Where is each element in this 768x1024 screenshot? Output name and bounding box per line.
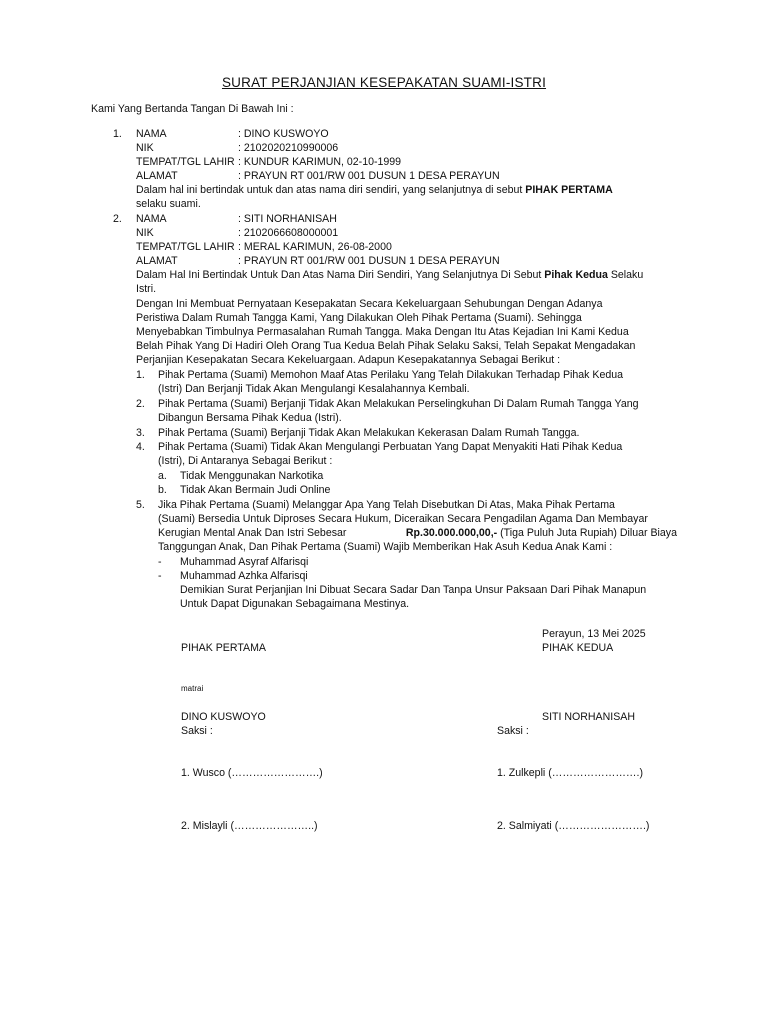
agreement-line: Pihak Pertama (Suami) Memohon Maaf Atas Perilaku Yang Telah Dilakukan Terhadap Pihak Kedua (158, 369, 624, 381)
party2-label-nama: NAMA (136, 213, 167, 225)
party2-statement-end: Istri. (136, 283, 157, 295)
agreement5-line: (Suami) Bersedia Untuk Diproses Secara Hukum, Diceraikan Secara Pengadilan Agama Dan Membayar (158, 513, 648, 525)
child-bullet: - (158, 556, 162, 568)
agreement5-penalty-amount-wrap (406, 526, 677, 540)
body-paragraph-line: Menyebabkan Timbulnya Permasalahan Rumah Tangga. Maka Dengan Itu Atas Kejadian Ini Kami Kedua (136, 326, 629, 338)
body-paragraph-line: Belah Pihak Yang Di Hadiri Oleh Orang Tua Kedua Belah Pihak Selaku Saksi, Telah Sepakat Mengadakan (136, 340, 636, 352)
agreement5-line-penalty (158, 526, 677, 540)
stamp-duty-note: matrai (181, 684, 204, 693)
penalty-amount: Rp.30.000.000,00,- (405, 527, 498, 539)
party1-label-ttl: TEMPAT/TGL LAHIR (136, 156, 235, 168)
second-party-witness-label: Saksi : (497, 725, 529, 737)
witness-right-2: 2. Salmiyati (…………………….) (497, 820, 650, 832)
party1-value-nik: : 2102020210990006 (238, 142, 339, 154)
party2-role-bold: Pihak Kedua (544, 269, 608, 281)
child-name: Muhammad Asyraf Alfarisqi (180, 556, 309, 568)
party1-statement (136, 183, 613, 197)
party1-number: 1. (113, 128, 122, 140)
closing-line: Untuk Dapat Digunakan Sebagaimana Mestinya. (180, 598, 410, 610)
sub-item-letter: b. (158, 484, 167, 496)
sub-item-text: Tidak Akan Bermain Judi Online (180, 484, 331, 496)
agreement-line: Pihak Pertama (Suami) Tidak Akan Mengulangi Perbuatan Yang Dapat Menyakiti Hati Pihak Kedua (158, 441, 623, 453)
agreement-line: (Istri) Dan Berjanji Tidak Akan Mengulangi Kesalahannya Kembali. (158, 383, 470, 395)
party1-statement-end: selaku suami. (136, 198, 201, 210)
party2-value-ttl: : MERAL KARIMUN, 26-08-2000 (238, 241, 392, 253)
party2-label-alamat: ALAMAT (136, 255, 178, 267)
agreement-number: 5. (136, 499, 145, 511)
closing-line: Demikian Surat Perjanjian Ini Dibuat Secara Sadar Dan Tanpa Unsur Paksaan Dari Pihak Manapun (180, 584, 647, 596)
witness-left-2: 2. Mislayli (…………………..) (181, 820, 318, 832)
first-party-role: PIHAK PERTAMA (181, 642, 266, 654)
party1-statement-text: Dalam hal ini bertindak untuk dan atas nama diri sendiri, yang selanjutnya di sebut (136, 184, 523, 196)
child-bullet: - (158, 570, 162, 582)
party1-label-alamat: ALAMAT (136, 170, 178, 182)
witness-left-1: 1. Wusco (…………………….) (181, 767, 323, 779)
party1-value-alamat: : PRAYUN RT 001/RW 001 DUSUN 1 DESA PERAYUN (238, 170, 500, 182)
agreement5-line: Tanggungan Anak, Dan Pihak Pertama (Suami) Wajib Memberikan Hak Asuh Kedua Anak Kami : (158, 541, 613, 553)
agreement-number: 2. (136, 398, 145, 410)
second-party-role: PIHAK KEDUA (542, 642, 614, 654)
party2-value-nik: : 2102066608000001 (238, 227, 339, 239)
agreement5-line: Jika Pihak Pertama (Suami) Melanggar Apa Yang Telah Disebutkan Di Atas, Maka Pihak Pertama (158, 499, 615, 511)
sub-item-text: Tidak Menggunakan Narkotika (180, 470, 324, 482)
place-date: Perayun, 13 Mei 2025 (542, 628, 646, 640)
party1-value-nama: : DINO KUSWOYO (238, 128, 329, 140)
party2-label-nik: NIK (136, 227, 154, 239)
sub-item-letter: a. (158, 470, 167, 482)
party2-number: 2. (113, 213, 122, 225)
second-party-name: SITI NORHANISAH (542, 711, 636, 723)
agreement-line: Pihak Pertama (Suami) Berjanji Tidak Akan Melakukan Kekerasan Dalam Rumah Tangga. (158, 427, 580, 439)
party2-statement-selaku: Selaku (610, 269, 644, 281)
agreement-number: 3. (136, 427, 145, 439)
agreement5-penalty-text: Kerugian Mental Anak Dan Istri Sebesar (158, 527, 347, 539)
penalty-amount-words: (Tiga Puluh Juta Rupiah) Diluar Biaya (500, 527, 677, 539)
first-party-name: DINO KUSWOYO (181, 711, 266, 723)
agreement-number: 4. (136, 441, 145, 453)
party1-label-nik: NIK (136, 142, 154, 154)
body-paragraph-line: Peristiwa Dalam Rumah Tangga Kami, Yang Dilakukan Oleh Pihak Pertama (Suami). Sehingga (136, 312, 582, 324)
first-party-witness-label: Saksi : (181, 725, 213, 737)
body-paragraph-line: Perjanjian Kesepakatan Secara Kekeluargaan. Adapun Kesepakatannya Sebagai Berikut : (136, 354, 561, 366)
agreement-line: Dibangun Bersama Pihak Kedua (Istri). (158, 412, 342, 424)
child-name: Muhammad Azhka Alfarisqi (180, 570, 308, 582)
witness-right-1: 1. Zulkepli (…………………….) (497, 767, 643, 779)
party2-label-ttl: TEMPAT/TGL LAHIR (136, 241, 235, 253)
agreement-number: 1. (136, 369, 145, 381)
body-paragraph-line: Dengan Ini Membuat Pernyataan Kesepakatan Secara Kekeluargaan Sehubungan Dengan Adanya (136, 298, 603, 310)
intro-text: Kami Yang Bertanda Tangan Di Bawah Ini : (91, 103, 294, 115)
party1-label-nama: NAMA (136, 128, 167, 140)
agreement-line: Pihak Pertama (Suami) Berjanji Tidak Akan Melakukan Perselingkuhan Di Dalam Rumah Tangga Yang (158, 398, 639, 410)
party2-value-nama: : SITI NORHANISAH (238, 213, 337, 225)
party1-role-bold: PIHAK PERTAMA (525, 184, 613, 196)
party1-value-ttl: : KUNDUR KARIMUN, 02-10-1999 (238, 156, 402, 168)
party2-value-alamat: : PRAYUN RT 001/RW 001 DUSUN 1 DESA PERAYUN (238, 255, 500, 267)
party2-statement (136, 268, 643, 282)
document-title: SURAT PERJANJIAN KESEPAKATAN SUAMI-ISTRI (221, 75, 547, 90)
agreement-line: (Istri), Di Antaranya Sebagai Berikut : (158, 455, 333, 467)
party2-statement-text: Dalam Hal Ini Bertindak Untuk Dan Atas Nama Diri Sendiri, Yang Selanjutnya Di Sebut (136, 269, 542, 281)
